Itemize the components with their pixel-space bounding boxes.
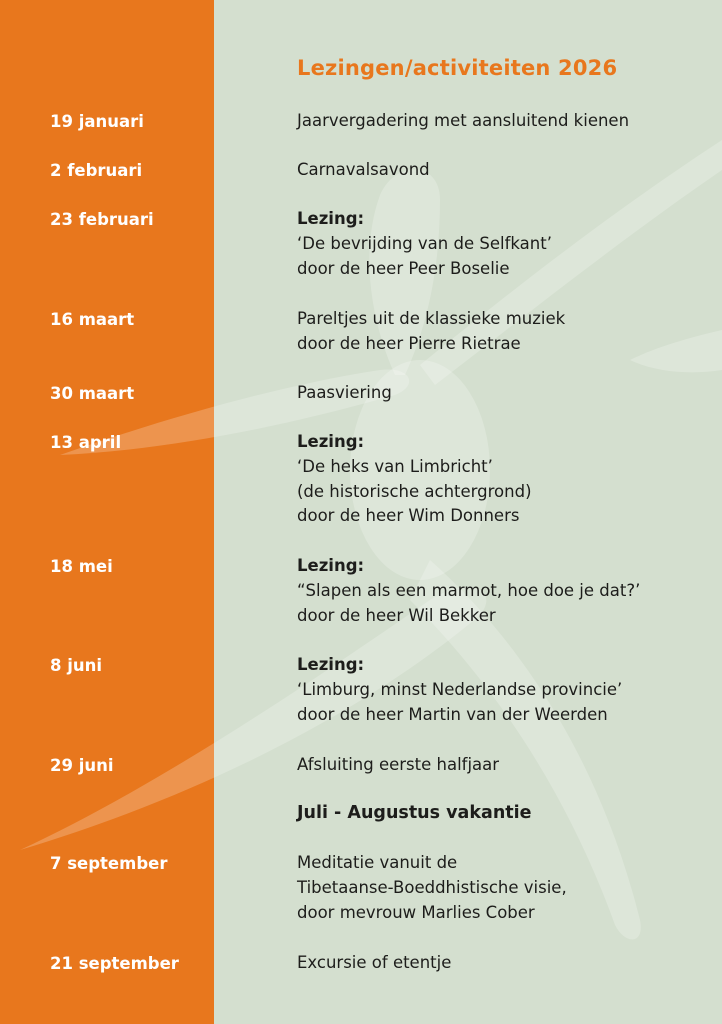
event-description-line: Meditatie vanuit de bbox=[297, 853, 458, 872]
event-description-line: “Slapen als een marmot, hoe doe je dat?’ bbox=[297, 580, 641, 600]
event-description bbox=[297, 158, 707, 183]
event-date: 30 maart bbox=[50, 384, 135, 403]
event-description-line: ‘Limburg, minst Nederlandse provincie’ bbox=[297, 679, 623, 699]
event-description bbox=[297, 430, 707, 529]
event-description-line: door de heer Martin van der Weerden bbox=[297, 704, 608, 724]
event-description bbox=[297, 307, 707, 357]
event-date: 21 september bbox=[50, 954, 179, 973]
event-description bbox=[297, 381, 707, 406]
event-date: 16 maart bbox=[50, 310, 135, 329]
event-type-label: Lezing: bbox=[297, 556, 365, 575]
event-type-label: Lezing: bbox=[297, 655, 365, 674]
event-date: 29 juni bbox=[50, 756, 114, 775]
event-description bbox=[297, 554, 707, 628]
event-description-line: ‘De bevrijding van de Selfkant’ bbox=[297, 233, 552, 253]
event-date: 7 september bbox=[50, 854, 168, 873]
event-date: 8 juni bbox=[50, 656, 103, 675]
event-description-line: door de heer Wim Donners bbox=[297, 506, 520, 526]
event-description bbox=[297, 207, 707, 281]
vacation-notice: Juli - Augustus vakantie bbox=[297, 803, 532, 823]
event-description-line: (de historische achtergrond) bbox=[297, 481, 532, 501]
event-description-line: Excursie of etentje bbox=[297, 953, 452, 972]
event-type-label: Lezing: bbox=[297, 432, 365, 451]
event-description-line: Pareltjes uit de klassieke muziek bbox=[297, 309, 566, 328]
event-date: 19 januari bbox=[50, 112, 144, 131]
event-type-label: Lezing: bbox=[297, 209, 365, 228]
event-description bbox=[297, 109, 707, 134]
event-description-line: door mevrouw Marlies Cober bbox=[297, 902, 535, 922]
event-description bbox=[297, 851, 707, 925]
event-description-line: Tibetaanse-Boeddhistische visie, bbox=[297, 877, 567, 897]
event-description-line: Paasviering bbox=[297, 383, 392, 402]
event-description-line: ‘De heks van Limbricht’ bbox=[297, 456, 493, 476]
event-description bbox=[297, 951, 707, 976]
event-description-line: door de heer Wil Bekker bbox=[297, 605, 496, 625]
event-description bbox=[297, 653, 707, 727]
event-description-line: door de heer Pierre Rietrae bbox=[297, 333, 521, 353]
event-description-line: door de heer Peer Boselie bbox=[297, 258, 510, 278]
event-description-line: Jaarvergadering met aansluitend kienen bbox=[297, 111, 630, 130]
page-title: Lezingen/activiteiten 2026 bbox=[297, 56, 618, 80]
event-description bbox=[297, 753, 707, 778]
event-description-line: Carnavalsavond bbox=[297, 160, 430, 179]
event-date: 23 februari bbox=[50, 210, 154, 229]
event-date: 18 mei bbox=[50, 557, 113, 576]
event-date: 13 april bbox=[50, 433, 122, 452]
event-description-line: Afsluiting eerste halfjaar bbox=[297, 755, 500, 774]
event-date: 2 februari bbox=[50, 161, 143, 180]
